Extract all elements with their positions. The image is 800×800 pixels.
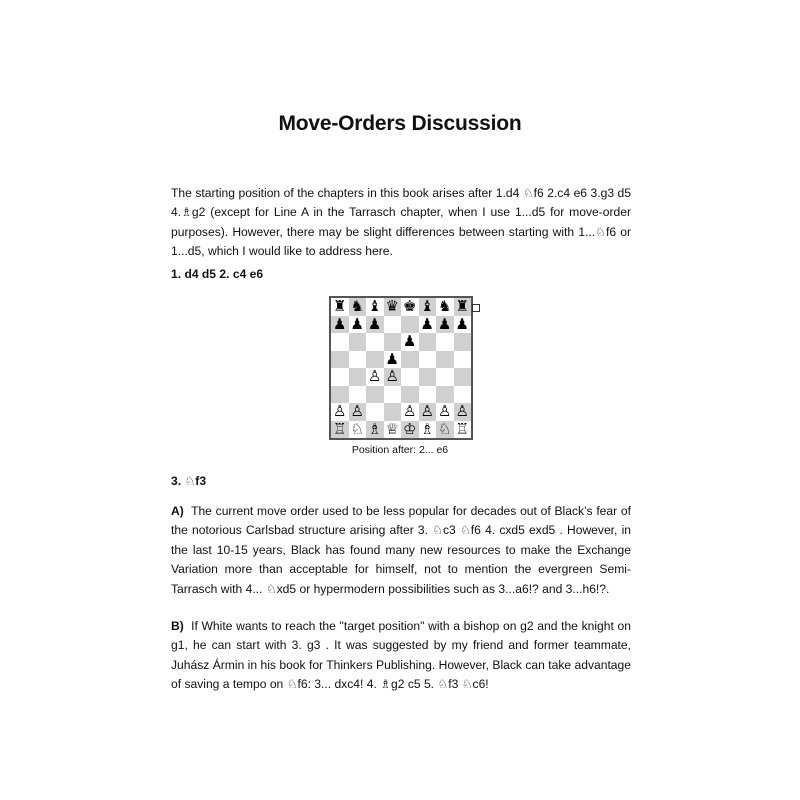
square-a1 xyxy=(331,421,349,439)
square-g6 xyxy=(436,333,454,351)
square-f5 xyxy=(419,351,437,369)
square-c4 xyxy=(366,368,384,386)
square-e5 xyxy=(401,351,419,369)
square-g1 xyxy=(436,421,454,439)
square-d3 xyxy=(384,386,402,404)
square-c6 xyxy=(366,333,384,351)
square-b8 xyxy=(349,298,367,316)
turn-indicator-icon xyxy=(472,304,480,312)
chess-piece-icon: ♙ xyxy=(350,402,364,420)
square-a2 xyxy=(331,403,349,421)
square-h6 xyxy=(454,333,472,351)
square-h2 xyxy=(454,403,472,421)
square-d8 xyxy=(384,298,402,316)
chess-piece-icon: ♕ xyxy=(385,419,399,438)
square-d5 xyxy=(384,351,402,369)
square-d7 xyxy=(384,316,402,334)
square-a6 xyxy=(331,333,349,351)
square-h7 xyxy=(454,316,472,334)
square-f1 xyxy=(419,421,437,439)
move-heading-1: 1. d4 d5 2. c4 e6 xyxy=(171,267,264,281)
chess-piece-icon: ♘ xyxy=(350,419,364,438)
square-g2 xyxy=(436,403,454,421)
chess-piece-icon: ♟ xyxy=(333,314,347,333)
square-g8 xyxy=(436,298,454,316)
square-d2 xyxy=(384,403,402,421)
square-b4 xyxy=(349,368,367,386)
chess-piece-icon: ♞ xyxy=(350,297,364,315)
square-f8 xyxy=(419,298,437,316)
chess-piece-icon: ♜ xyxy=(455,297,469,315)
chess-piece-icon: ♙ xyxy=(368,367,382,385)
chess-piece-icon: ♝ xyxy=(368,297,382,315)
square-d1 xyxy=(384,421,402,439)
square-e1 xyxy=(401,421,419,439)
section-a-label: A) xyxy=(171,504,184,518)
square-g7 xyxy=(436,316,454,334)
chess-piece-icon: ♙ xyxy=(438,402,452,420)
square-h5 xyxy=(454,351,472,369)
chess-board xyxy=(329,296,473,440)
section-b-label: B) xyxy=(171,619,184,633)
square-a8 xyxy=(331,298,349,316)
chess-piece-icon: ♖ xyxy=(455,419,469,438)
square-g5 xyxy=(436,351,454,369)
section-b-text: If White wants to reach the "target position" with a bishop on g2 and the knight on g1, he can start with 3. g3 . It was suggested by my friend and former teammate, Juhász Ármin in his book for Thinkers Publishing. However, Black can take advantage of saving a tempo on ♘f6: 3... dxc4! 4. ♗g2 c5 5. ♘f3 ♘c6! xyxy=(171,619,631,692)
chess-piece-icon: ♜ xyxy=(333,297,347,315)
square-h3 xyxy=(454,386,472,404)
square-c3 xyxy=(366,386,384,404)
chess-piece-icon: ♙ xyxy=(455,402,469,420)
square-a5 xyxy=(331,351,349,369)
chess-piece-icon: ♛ xyxy=(385,297,399,315)
square-e8 xyxy=(401,298,419,316)
square-e7 xyxy=(401,316,419,334)
square-h1 xyxy=(454,421,472,439)
square-a4 xyxy=(331,368,349,386)
chess-piece-icon: ♝ xyxy=(420,297,434,315)
chess-piece-icon: ♟ xyxy=(438,314,452,333)
square-b6 xyxy=(349,333,367,351)
chess-piece-icon: ♙ xyxy=(420,402,434,420)
chess-piece-icon: ♙ xyxy=(333,402,347,420)
chess-piece-icon: ♘ xyxy=(438,419,452,438)
square-a3 xyxy=(331,386,349,404)
move-heading-3: 3. ♘f3 xyxy=(171,474,207,488)
square-g3 xyxy=(436,386,454,404)
chess-piece-icon: ♚ xyxy=(403,297,417,315)
square-e4 xyxy=(401,368,419,386)
square-d4 xyxy=(384,368,402,386)
chess-piece-icon: ♟ xyxy=(385,349,399,368)
square-b7 xyxy=(349,316,367,334)
square-c2 xyxy=(366,403,384,421)
chess-piece-icon: ♖ xyxy=(333,419,347,438)
square-b2 xyxy=(349,403,367,421)
chess-piece-icon: ♟ xyxy=(368,314,382,333)
chess-piece-icon: ♗ xyxy=(420,419,434,438)
diagram-caption: Position after: 2... e6 xyxy=(351,444,449,456)
chess-piece-icon: ♗ xyxy=(368,419,382,438)
square-e6 xyxy=(401,333,419,351)
section-a-text: The current move order used to be less popular for decades out of Black’s fear of the notorious Carlsbad structure arising after 3. ♘c3 ♘f6 4. cxd5 exd5 . However, in the last 10-15 years, Black has found many new resources to make the Exchange Variation more than acceptable for himself, not to mention the evergreen Semi-Tarrasch with 4... ♘xd5 or hypermodern possibilities such as 3...a6!? and 3...h6!?. xyxy=(171,504,631,596)
intro-paragraph: The starting position of the chapters in this book arises after 1.d4 ♘f6 2.c4 e6 3.g3 d5 4.♗g2 (except for Line A in the Tarrasch chapter, when I use 1...d5 for move-order purposes). However, there may be slight differences between starting with 1...♘f6 or 1...d5, which I would like to address here. xyxy=(171,186,631,259)
square-b3 xyxy=(349,386,367,404)
square-b5 xyxy=(349,351,367,369)
chess-piece-icon: ♔ xyxy=(403,419,417,438)
square-e3 xyxy=(401,386,419,404)
square-f4 xyxy=(419,368,437,386)
square-c1 xyxy=(366,421,384,439)
section-a-paragraph xyxy=(171,502,631,599)
square-c5 xyxy=(366,351,384,369)
page-title: Move-Orders Discussion xyxy=(278,112,522,135)
chess-piece-icon: ♟ xyxy=(455,314,469,333)
square-h8 xyxy=(454,298,472,316)
chess-piece-icon: ♟ xyxy=(350,314,364,333)
square-b1 xyxy=(349,421,367,439)
square-d6 xyxy=(384,333,402,351)
chess-piece-icon: ♙ xyxy=(403,402,417,420)
chess-piece-icon: ♙ xyxy=(385,367,399,385)
square-f7 xyxy=(419,316,437,334)
chess-piece-icon: ♟ xyxy=(403,332,417,350)
chess-piece-icon: ♞ xyxy=(438,297,452,315)
square-a7 xyxy=(331,316,349,334)
square-f3 xyxy=(419,386,437,404)
square-h4 xyxy=(454,368,472,386)
chess-piece-icon: ♟ xyxy=(420,314,434,333)
section-b-paragraph xyxy=(171,617,631,695)
square-c7 xyxy=(366,316,384,334)
square-f6 xyxy=(419,333,437,351)
chess-diagram xyxy=(329,296,473,440)
square-f2 xyxy=(419,403,437,421)
square-g4 xyxy=(436,368,454,386)
square-e2 xyxy=(401,403,419,421)
square-c8 xyxy=(366,298,384,316)
